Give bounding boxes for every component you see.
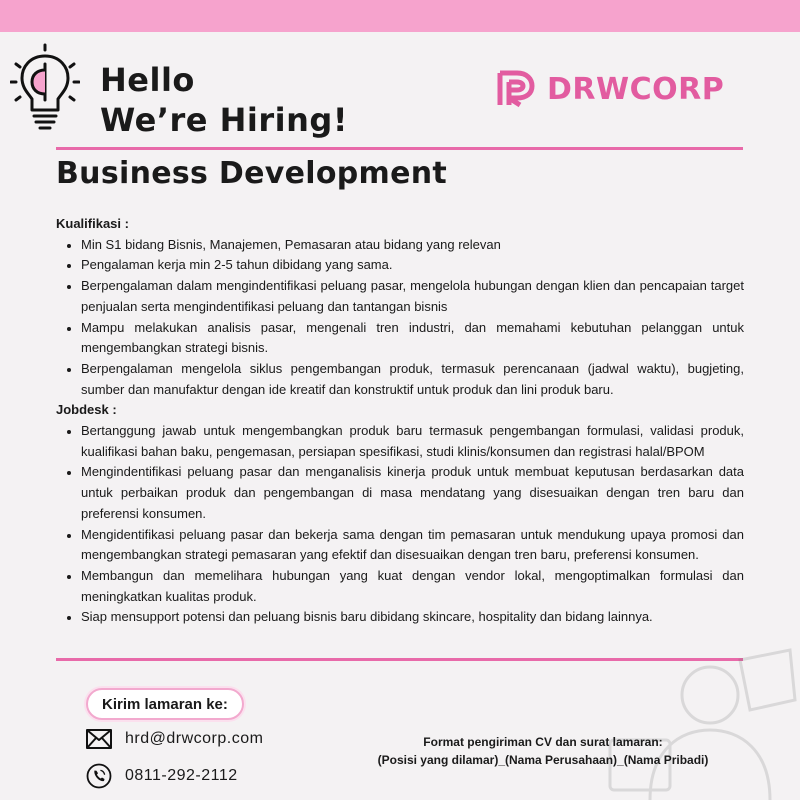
envelope-icon bbox=[86, 729, 112, 749]
format-pattern: (Posisi yang dilamar)_(Nama Perusahaan)_(Nama Pribadi) bbox=[377, 753, 709, 767]
list-item: • Membangun dan memelihara hubungan yang kuat dengan vendor lokal, mengoptimalkan formulasi dan meningkatkan kualitas produk. bbox=[81, 566, 744, 607]
list-item: • Berpengalaman dalam mengindentifikasi peluang pasar, mengelola hubungan dengan klien dan pencapaian target penjualan serta mengindentifikasi peluang dan tantangan bisnis bbox=[81, 276, 744, 317]
qualifications-list bbox=[56, 235, 744, 401]
hiring-text: We’re Hiring! bbox=[100, 101, 348, 139]
list-item: • Bertanggung jawab untuk mengembangkan produk baru termasuk pengembangan formulasi, validasi produk, kualifikasi bahan baku, pengemasan, persiapan spesifikasi, studi klinis/konsumen dan registrasi halal/BPOM bbox=[81, 421, 744, 462]
jobdesk-heading: Jobdesk : bbox=[56, 402, 117, 418]
list-item: • Berpengalaman mengelola siklus pengembangan produk, termasuk perencanaan (jadwal waktu), bugjeting, sumber dan manufaktur dengan ide kreatif dan konstruktif untuk produk dan lini produk baru. bbox=[81, 359, 744, 400]
top-banner bbox=[0, 0, 800, 32]
list-item: • Pengalaman kerja min 2-5 tahun dibidang yang sama. bbox=[81, 255, 744, 276]
list-item: • Mengindentifikasi peluang pasar dan menganalisis kinerja produk untuk membuat keputusan berdasarkan data untuk perbaikan produk dan pengembangan di masa mendatang yang disesuaikan dengan tren baru dan preferensi konsumen. bbox=[81, 462, 744, 524]
phone-icon bbox=[86, 763, 112, 789]
list-item: • Min S1 bidang Bisnis, Manajemen, Pemasaran atau bidang yang relevan bbox=[81, 235, 744, 256]
format-heading: Format pengiriman CV dan surat lamaran: bbox=[423, 735, 663, 749]
phone-contact bbox=[86, 763, 238, 789]
lightbulb-gear-icon bbox=[10, 42, 80, 138]
logo-text: DRWCORP bbox=[547, 71, 725, 107]
phone-number[interactable]: 0811-292-2112 bbox=[125, 767, 238, 784]
hiring-headline bbox=[100, 60, 348, 140]
job-details bbox=[56, 214, 744, 628]
email-contact bbox=[86, 729, 263, 749]
drw-logo-icon bbox=[497, 70, 539, 108]
email-address[interactable]: hrd@drwcorp.com bbox=[125, 730, 264, 747]
submission-format bbox=[340, 733, 746, 769]
decorative-illustration bbox=[590, 640, 800, 800]
list-item: • Mengidentifikasi peluang pasar dan bekerja sama dengan tim pemasaran untuk mendukung upaya promosi dan mengembangkan strategi pemasaran yang efektif dan disesuaikan dengan tren baru, preferensi konsumen. bbox=[81, 525, 744, 566]
list-item: • Mampu melakukan analisis pasar, mengenali tren industri, dan memahami kebutuhan pelanggan untuk mengembangkan strategi bisnis. bbox=[81, 318, 744, 359]
list-item: • Siap mensupport potensi dan peluang bisnis baru dibidang skincare, hospitality dan bidang lainnya. bbox=[81, 607, 744, 628]
jobdesk-list bbox=[56, 421, 744, 628]
hello-text: Hello bbox=[100, 61, 195, 99]
qualifications-heading: Kualifikasi : bbox=[56, 216, 129, 231]
top-divider bbox=[56, 147, 743, 150]
company-logo bbox=[497, 70, 724, 108]
apply-label: Kirim lamaran ke: bbox=[86, 688, 244, 720]
job-title: Business Development bbox=[56, 156, 448, 191]
